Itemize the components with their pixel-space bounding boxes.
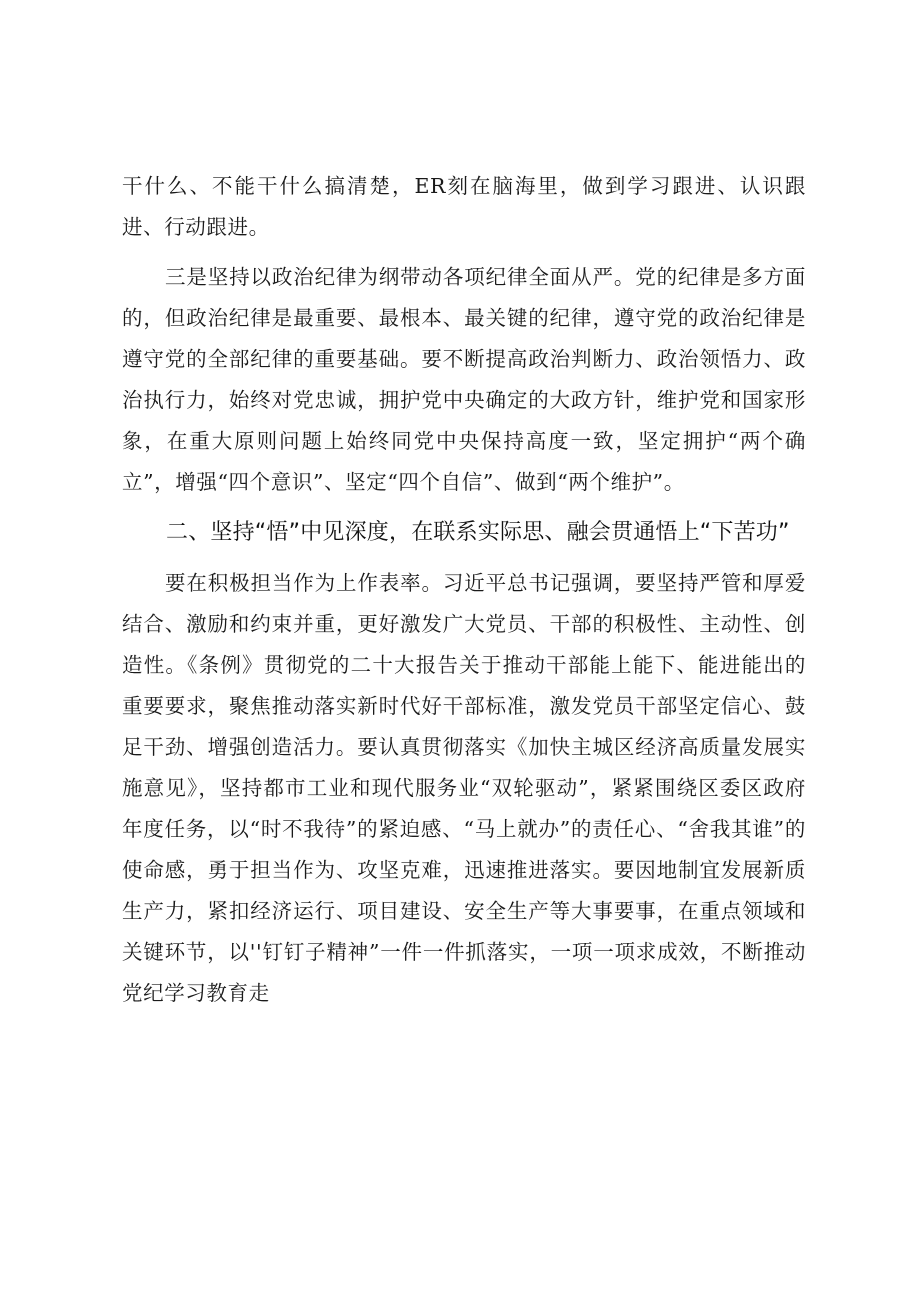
continued-paragraph: 干什么、不能干什么搞清楚，ER刻在脑海里，做到学习跟进、认识跟进、行动跟进。 [122,174,806,239]
political-discipline-paragraph: 三是坚持以政治纪律为纲带动各项纪律全面从严。党的纪律是多方面的，但政治纪律是最重要、最根本、最关键的纪律，遵守党的政治纪律是遵守党的全部纪律的重要基础。要不断提高政治判断力、政治领悟力、政治执行力，始终对党忠诚，拥护党中央确定的大政方针，维护党和国家形象，在重大原则问题上始终同党中央保持高度一致，坚定拥护“两个确立”，增强“四个意识”、坚定“四个自信”、做到“两个维护”。 [122,265,806,494]
section-heading: 二、坚持“悟”中见深度，在联系实际思、融会贯通悟上“下苦功” [166,520,790,545]
responsibility-paragraph: 要在积极担当作为上作表率。习近平总书记强调，要坚持严管和厚爱结合、激励和约束并重，更好激发广大党员、干部的积极性、主动性、创造性。《条例》贯彻党的二十大报告关于推动干部能上能下、能进能出的重要要求，聚焦推动落实新时代好干部标准，激发党员干部坚定信心、鼓足干劲、增强创造活力。要认真贯彻落实《加快主城区经济高质量发展实施意见》，坚持都市工业和现代服务业“双轮驱动”，紧紧围绕区委区政府年度任务，以“时不我待”的紧迫感、“马上就办”的责任心、“舍我其谁”的使命感，勇于担当作为、攻坚克难，迅速推进落实。要因地制宜发展新质生产力，紧扣经济运行、项目建设、安全生产等大事要事，在重点领域和关键环节，以''钉钉子精神”一件一件抓落实，一项一项求成效，不断推动党纪学习教育走 [122,571,806,1005]
document-body [122,166,806,1014]
